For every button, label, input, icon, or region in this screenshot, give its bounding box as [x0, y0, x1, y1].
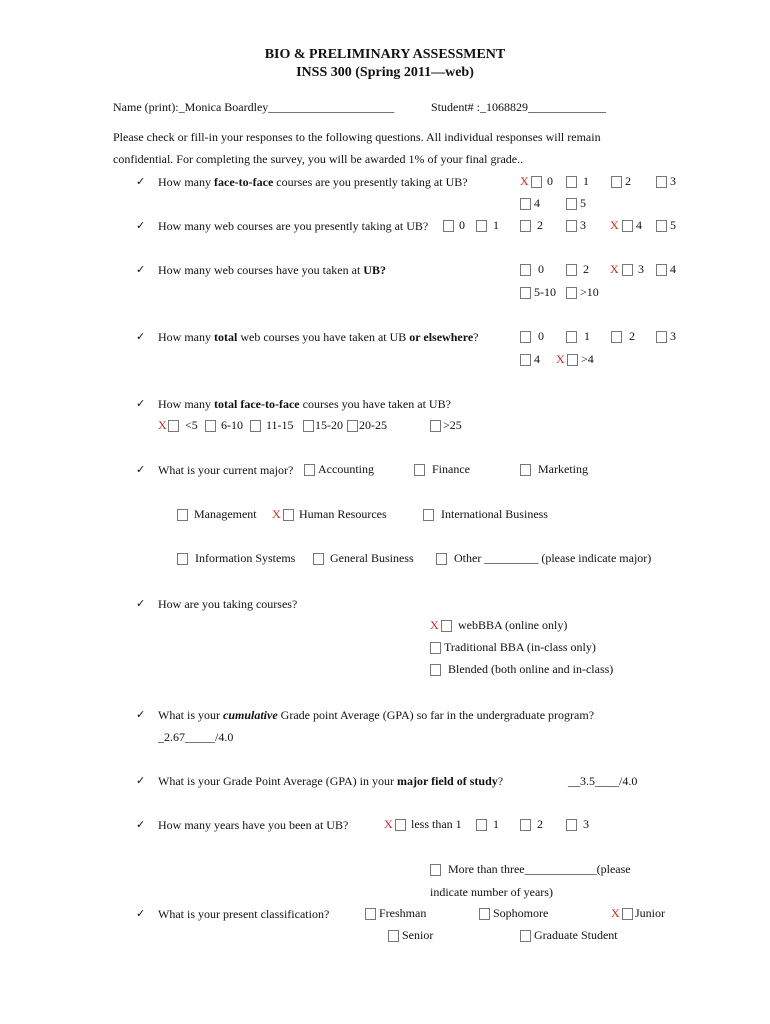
- check-icon: ✓: [136, 175, 146, 188]
- checkbox[interactable]: [430, 864, 441, 876]
- document-subtitle: INSS 300 (Spring 2011—web): [296, 65, 474, 80]
- document-title: BIO & PRELIMINARY ASSESSMENT: [264, 47, 506, 62]
- checkbox[interactable]: [177, 553, 188, 565]
- checkbox[interactable]: [566, 819, 577, 831]
- checkbox[interactable]: [566, 264, 577, 276]
- checkbox[interactable]: [656, 331, 667, 343]
- checkbox[interactable]: [414, 464, 425, 476]
- checkbox[interactable]: [520, 354, 531, 366]
- selected-mark: X: [158, 418, 167, 432]
- checkbox[interactable]: [423, 509, 434, 521]
- check-icon: ✓: [136, 907, 146, 920]
- check-icon: ✓: [136, 597, 146, 610]
- q10-continuation: indicate number of years): [430, 885, 553, 899]
- student-number-field[interactable]: Student# :_1068829_____________: [431, 100, 607, 114]
- checkbox[interactable]: [177, 509, 188, 521]
- checkbox[interactable]: [283, 509, 294, 521]
- checkbox[interactable]: [430, 420, 441, 432]
- intro-line-1: Please check or fill-in your responses to the following questions. All individual responses will remain: [113, 130, 601, 144]
- question-6-text: What is your current major?: [158, 463, 294, 477]
- check-icon: ✓: [136, 219, 146, 232]
- checkbox[interactable]: [520, 464, 531, 476]
- checkbox[interactable]: [304, 464, 315, 476]
- checkbox[interactable]: [566, 220, 577, 232]
- checkbox[interactable]: [520, 819, 531, 831]
- checkbox[interactable]: [430, 664, 441, 676]
- checkbox[interactable]: [205, 420, 216, 432]
- question-11-text: What is your present classification?: [158, 907, 330, 921]
- checkbox[interactable]: [611, 176, 622, 188]
- major-gpa-answer[interactable]: __3.5____/4.0: [568, 774, 638, 788]
- selected-mark: X: [272, 507, 281, 521]
- checkbox[interactable]: [520, 220, 531, 232]
- checkbox[interactable]: [566, 287, 577, 299]
- checkbox[interactable]: [656, 264, 667, 276]
- checkbox[interactable]: [520, 287, 531, 299]
- question-3-text: How many web courses have you taken at UB?: [158, 263, 386, 277]
- checkbox[interactable]: [622, 264, 633, 276]
- checkbox[interactable]: [476, 819, 487, 831]
- checkbox[interactable]: [656, 220, 667, 232]
- selected-mark: X: [611, 906, 620, 920]
- check-icon: ✓: [136, 330, 146, 343]
- checkbox[interactable]: [520, 198, 531, 210]
- check-icon: ✓: [136, 263, 146, 276]
- checkbox[interactable]: [567, 354, 578, 366]
- checkbox[interactable]: [388, 930, 399, 942]
- checkbox[interactable]: [479, 908, 490, 920]
- checkbox[interactable]: [395, 819, 406, 831]
- checkbox[interactable]: [656, 176, 667, 188]
- checkbox[interactable]: [566, 198, 577, 210]
- checkbox[interactable]: [313, 553, 324, 565]
- selected-mark: X: [384, 817, 393, 831]
- question-8-text: What is your cumulative Grade point Average (GPA) so far in the undergraduate program?: [158, 708, 595, 722]
- checkbox[interactable]: [365, 908, 376, 920]
- selected-mark: X: [610, 262, 619, 276]
- checkbox[interactable]: [430, 642, 441, 654]
- intro-line-2: confidential. For completing the survey, you will be awarded 1% of your final grade..: [113, 152, 524, 166]
- selected-mark: X: [520, 174, 529, 188]
- checkbox[interactable]: [611, 331, 622, 343]
- checkbox[interactable]: [566, 331, 577, 343]
- checkbox[interactable]: [250, 420, 261, 432]
- checkbox[interactable]: [520, 331, 531, 343]
- check-icon: ✓: [136, 774, 146, 787]
- question-4-text: How many total web courses you have taken at UB or elsewhere?: [158, 330, 479, 344]
- selected-mark: X: [610, 218, 619, 232]
- selected-mark: X: [556, 352, 565, 366]
- checkbox[interactable]: [303, 420, 314, 432]
- checkbox[interactable]: [347, 420, 358, 432]
- checkbox[interactable]: [441, 620, 452, 632]
- check-icon: ✓: [136, 818, 146, 831]
- checkbox[interactable]: [168, 420, 179, 432]
- checkbox[interactable]: [520, 264, 531, 276]
- name-field[interactable]: Name (print):_Monica Boardley_____________________: [113, 100, 395, 114]
- checkbox[interactable]: [443, 220, 454, 232]
- checkbox[interactable]: [520, 930, 531, 942]
- question-9-text: What is your Grade Point Average (GPA) in your major field of study?: [158, 774, 504, 788]
- check-icon: ✓: [136, 397, 146, 410]
- question-5-text: How many total face-to-face courses you have taken at UB?: [158, 397, 451, 411]
- cumulative-gpa-answer[interactable]: _2.67_____/4.0: [158, 730, 234, 744]
- checkbox[interactable]: [622, 908, 633, 920]
- question-10-text: How many years have you been at UB?: [158, 818, 349, 832]
- selected-mark: X: [430, 618, 439, 632]
- question-7-text: How are you taking courses?: [158, 597, 298, 611]
- check-icon: ✓: [136, 463, 146, 476]
- check-icon: ✓: [136, 708, 146, 721]
- checkbox[interactable]: [531, 176, 542, 188]
- checkbox[interactable]: [436, 553, 447, 565]
- checkbox[interactable]: [566, 176, 577, 188]
- checkbox[interactable]: [476, 220, 487, 232]
- question-2-text: How many web courses are you presently taking at UB?: [158, 219, 429, 233]
- question-1-text: How many face-to-face courses are you presently taking at UB?: [158, 175, 468, 189]
- checkbox[interactable]: [622, 220, 633, 232]
